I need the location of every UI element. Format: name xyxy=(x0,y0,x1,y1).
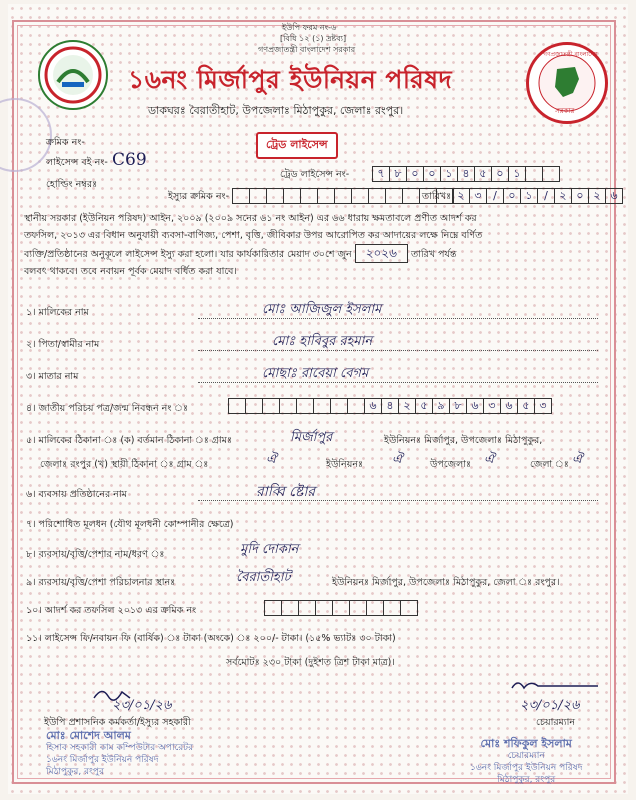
father-name-value: মোঃ হাবিবুর রহমান xyxy=(272,334,373,349)
trade-license-digit-box xyxy=(526,166,543,182)
date-label: তারিখঃ xyxy=(422,191,452,202)
date-digit-box: ২ xyxy=(589,188,606,204)
tax-schedule-digit-box xyxy=(333,600,350,616)
book-value: C69 xyxy=(112,150,147,170)
issue-serial-label: ইস্যুর ক্রমিক নং- xyxy=(168,191,230,202)
nid-digit-box: ৬ xyxy=(365,398,382,414)
tax-schedule-label: ১০। আদর্শ কর তফসিল ২০১৩ এর ক্রমিক নং xyxy=(26,605,197,616)
owner-name-line xyxy=(198,318,598,319)
page-title: ১৬নং মির্জাপুর ইউনিয়ন পরিষদ xyxy=(128,65,453,94)
issue-serial-digit-box xyxy=(250,188,267,204)
present-village-value: মির্জাপুর xyxy=(290,430,333,445)
date-digit-box: / xyxy=(538,188,555,204)
date-digit-box: ০ xyxy=(572,188,589,204)
issue-serial-boxes xyxy=(232,188,454,204)
business-type-label: ৮। ব্যবসায়/বৃত্তি/পেশার নাম/ধরণ ঃ xyxy=(26,549,165,560)
form-number: ইউপি ফরম নং-৬ xyxy=(282,23,337,32)
nid-digit-box: ৬ xyxy=(501,398,518,414)
seal-bottom-text: সরকার xyxy=(555,107,575,115)
nid-digit-box xyxy=(297,398,314,414)
serial-label: ক্রমিক নং- xyxy=(46,137,85,148)
nid-digit-box xyxy=(263,398,280,414)
right-signature xyxy=(510,676,600,698)
nid-digit-box xyxy=(246,398,263,414)
permanent-upazila-value: ঐ xyxy=(484,452,495,467)
nid-digit-box: ৫ xyxy=(518,398,535,414)
date-digit-box: ০ xyxy=(504,188,521,204)
right-stamp-org: ১৬নং মির্জাপুর ইউনিয়ন পরিষদ xyxy=(470,763,583,773)
intro-paragraph xyxy=(24,210,604,280)
issue-serial-digit-box xyxy=(267,188,284,204)
trade-license-label: ট্রেড লাইসেন্স নং- xyxy=(280,169,350,180)
date-digit-box: ২ xyxy=(452,188,470,204)
left-sign-label: ইউপি প্রশাসনিক কর্মকর্তা/ইস্যুর সহকারী xyxy=(44,717,191,728)
date-digit-box: ২ xyxy=(555,188,572,204)
nid-digit-box xyxy=(280,398,297,414)
trade-license-digit-box: ০ xyxy=(492,166,509,182)
permanent-union-value: ঐ xyxy=(392,452,403,467)
tax-schedule-boxes xyxy=(264,600,418,616)
book-label: লাইসেন্স বই নং- xyxy=(46,157,108,168)
tax-schedule-digit-box xyxy=(350,600,367,616)
right-stamp xyxy=(470,738,582,786)
business-name-value: রাব্বি ষ্টোর xyxy=(256,484,316,500)
trade-license-boxes xyxy=(372,166,560,182)
nid-digit-box: ৮ xyxy=(450,398,467,414)
govt-seal-icon xyxy=(526,42,608,124)
tax-schedule-digit-box xyxy=(264,600,282,616)
business-place-label: ৯। ব্যবসায়/বৃত্তি/পেশা পরিচালনার স্থানঃ xyxy=(26,577,176,588)
left-stamp-org: ১৬নং মির্জাপুর ইউনিয়ন পরিষদ xyxy=(46,755,159,765)
intro-line-4: বলবৎ থাকবে। তবে নবায়ন পূর্বক মেয়াদ বর্ধিত করা যাবে। xyxy=(24,266,237,277)
issue-serial-digit-box xyxy=(403,188,420,204)
nid-digit-box: ৩ xyxy=(535,398,552,414)
tax-schedule-digit-box xyxy=(384,600,401,616)
father-name-line xyxy=(198,350,598,351)
nid-digit-box: ৩ xyxy=(484,398,501,414)
permanent-village-value: ঐ xyxy=(266,452,277,467)
trade-license-digit-box: ১ xyxy=(441,166,458,182)
left-stamp-name: মোঃ মোশেদ আলম xyxy=(46,729,131,742)
nid-digit-box: ৬ xyxy=(467,398,484,414)
trade-license-digit-box: ১ xyxy=(509,166,526,182)
trade-license-digit-box: ০ xyxy=(407,166,424,182)
govt-line: গণপ্রজাতন্ত্রী বাংলাদেশ সরকার xyxy=(258,45,356,54)
nid-digit-box xyxy=(348,398,365,414)
business-type-value: মুদি দোকান xyxy=(240,542,299,557)
capital-label: ৭। পরিশোধিত মূলধন (যৌথ মূলধনী কোম্পানীর ক্ষেত্রে) xyxy=(26,519,234,530)
trade-license-digit-box: ৭ xyxy=(372,166,390,182)
issue-serial-digit-box xyxy=(352,188,369,204)
right-stamp-place: মিঠাপুকুর, রংপুর xyxy=(497,775,556,785)
trade-license-digit-box: ০ xyxy=(424,166,441,182)
validity-year: ২০২৬ xyxy=(355,244,408,263)
mother-name-line xyxy=(198,382,598,383)
owner-name-value: মোঃ আজিজুল ইসলাম xyxy=(262,302,382,317)
trade-license-digit-box: ৫ xyxy=(475,166,492,182)
right-stamp-title: চেয়ারম্যান xyxy=(507,751,545,761)
issue-serial-digit-box xyxy=(232,188,250,204)
present-address-rest: ইউনিয়নঃ মির্জাপুর, উপজেলাঃ মিঠাপুকুর, xyxy=(384,435,543,446)
business-place-rest: ইউনিয়নঃ মির্জাপুর, উপজেলাঃ মিঠাপুকুর, জেলা ঃ রংপুর। xyxy=(332,577,560,588)
tax-schedule-digit-box xyxy=(299,600,316,616)
left-stamp xyxy=(46,730,193,778)
address-label: ৫। মালিকের ঠিকানা ঃ (ক) বর্তমান ঠিকানা ঃ গ্রামঃ xyxy=(26,435,233,446)
intro-line-1: স্থানীয় সরকার (ইউনিয়ন পরিষদ) আইন, ২০০৯ (২০০৯ সনের ৬১ নং আইন) এর ৬৬ ধারায় ক্ষমতাবলে প্রণীত আদর্শ কর xyxy=(24,213,477,224)
nid-digit-box xyxy=(314,398,331,414)
date-boxes xyxy=(452,188,623,204)
issue-serial-digit-box xyxy=(369,188,386,204)
nid-digit-box: ২ xyxy=(399,398,416,414)
permanent-district-label: জেলা ঃ xyxy=(530,459,569,470)
permanent-union-label: ইউনিয়নঃ xyxy=(326,459,364,470)
business-name-label: ৬। ব্যবসায় প্রতিষ্ঠানের নাম xyxy=(26,489,127,500)
intro-line-3b: তারিখ পর্যন্ত xyxy=(410,249,457,260)
tax-schedule-digit-box xyxy=(316,600,333,616)
nid-digit-box: ৫ xyxy=(416,398,433,414)
right-sign-label: চেয়ারম্যান xyxy=(536,717,576,728)
permanent-district-value: ঐ xyxy=(572,452,583,467)
intro-line-2: তফসিল, ২০১৩ এর বিধান অনুযায়ী ব্যবসা-বাণিজ্য, পেশা, বৃত্তি, জীবিকার উপর আরোপিত কর আদায়ের লক্ষে নিম্নে বর্ণিত xyxy=(24,230,483,241)
left-sign-date: ২৩/০১/২৬ xyxy=(112,698,172,713)
nid-boxes xyxy=(228,398,552,414)
nid-label: ৪। জাতীয় পরিচয় পত্র/জন্ম নিবন্ধন নং ঃ xyxy=(26,403,189,414)
nid-digit-box xyxy=(331,398,348,414)
trade-license-badge: ট্রেড লাইসেন্স xyxy=(256,132,338,159)
intro-line-3a: ব্যক্তি/প্রতিষ্ঠানের অনুকূলে লাইসেন্স ইস্যু করা হলো। যার কার্যকারিতার মেয়াদ ৩০শে জুন xyxy=(24,249,352,260)
date-digit-box: / xyxy=(487,188,504,204)
father-name-label: ২। পিতা/স্বামীর নাম xyxy=(26,339,100,350)
issue-serial-digit-box xyxy=(386,188,403,204)
header-address: ডাকঘরঃ বৈরাতীহাট, উপজেলাঃ মিঠাপুকুর, জেলাঃ রংপুর। xyxy=(148,104,404,117)
union-logo-icon xyxy=(38,40,108,110)
right-sign-date: ২৩/০১/২৬ xyxy=(520,698,580,713)
trade-license-digit-box xyxy=(543,166,560,182)
seal-top-text: গণপ্রজাতন্ত্রী বাংলাদেশ xyxy=(543,51,598,58)
tax-schedule-digit-box xyxy=(282,600,299,616)
nid-digit-box xyxy=(228,398,246,414)
issue-serial-digit-box xyxy=(335,188,352,204)
date-digit-box: ৩ xyxy=(470,188,487,204)
holding-label: হোল্ডিং নম্বরঃ xyxy=(46,179,98,190)
issue-serial-digit-box xyxy=(301,188,318,204)
license-fee: ১১। লাইসেন্স ফি/নবায়ন ফি (বার্ষিক) ঃ টাকা (অংকে) ঃ ২০০/- টাকা। (১৫% ভ্যাটঃ ৩০ টাকা) xyxy=(26,633,396,644)
permanent-address-label: জেলাঃ রংপুর (খ) স্থায়ী ঠিকানা ঃ গ্রাম ঃ xyxy=(40,459,209,470)
nid-digit-box: ৪ xyxy=(382,398,399,414)
mother-name-label: ৩। মাতার নাম xyxy=(26,371,79,382)
intro-line-3 xyxy=(24,244,604,263)
issue-serial-digit-box xyxy=(318,188,335,204)
mother-name-value: মোছাঃ রাবেয়া বেগম xyxy=(262,366,369,381)
issue-serial-digit-box xyxy=(284,188,301,204)
rule-reference: [বিধি ১২ (১) দ্রষ্টব্য] xyxy=(280,34,347,43)
trade-license-digit-box: ৪ xyxy=(458,166,475,182)
date-digit-box: ৬ xyxy=(606,188,623,204)
business-place-value: বৈরাতীহাট xyxy=(236,570,291,585)
fee-total: সর্বমোটঃ ২৩০ টাকা (দুইশত ত্রিশ টাকা মাত্র)। xyxy=(226,657,395,668)
right-stamp-name: মোঃ শফিকুল ইসলাম xyxy=(480,737,572,750)
trade-license-digit-box: ৮ xyxy=(390,166,407,182)
left-stamp-place: মিঠাপুকুর, রংপুর xyxy=(46,767,104,777)
tax-schedule-digit-box xyxy=(401,600,418,616)
owner-name-label: ১। মালিকের নাম xyxy=(26,307,89,318)
nid-digit-box: ৯ xyxy=(433,398,450,414)
tax-schedule-digit-box xyxy=(367,600,384,616)
date-digit-box: ১ xyxy=(521,188,538,204)
permanent-upazila-label: উপজেলাঃ xyxy=(430,459,472,470)
left-stamp-title: হিসাব সহকারী কাম কম্পিউটার অপারেটর xyxy=(46,743,194,753)
